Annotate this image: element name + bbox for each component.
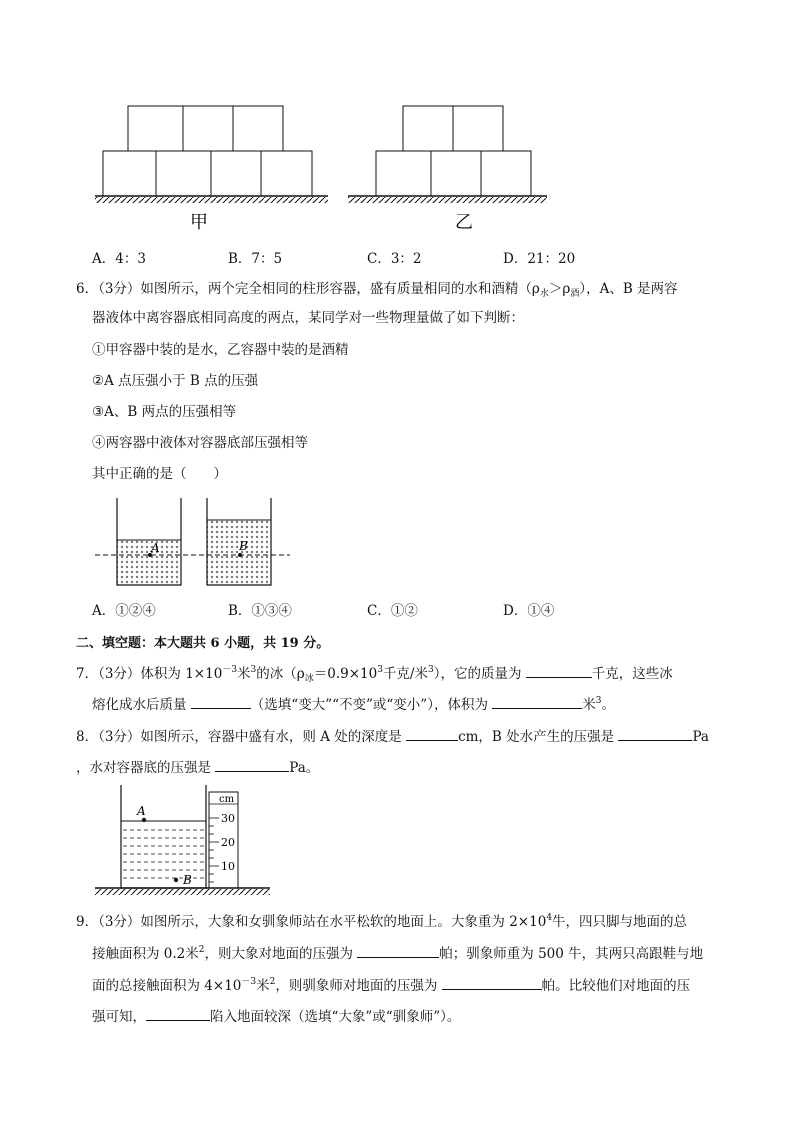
q7-line-1: 7．（3分）体积为 $1\times 10^{-3}$米$^3$的冰（$\rho_冰=0.9\times 10^3$千克/米$^3$），它的质量为 千克，这些冰 [76, 665, 673, 684]
q5-option-d: D．21：20 [503, 251, 576, 267]
ruler-tick-10: 10 [221, 860, 235, 873]
q6-statement-3: ③A、B 两点的压强相等 [92, 404, 237, 420]
block [261, 151, 312, 196]
water-lines [123, 830, 204, 878]
q9-blank-trainer-pressure[interactable] [442, 975, 542, 990]
q8-blank-depth[interactable] [406, 726, 458, 741]
block [183, 106, 233, 151]
q6-line-1: 6．（3分）如图所示，两个完全相同的柱形容器，盛有质量相同的水和酒精$(\rho_水>\rho_酒)$，A、B 是两容 [76, 281, 678, 299]
containers-figure [0, 490, 320, 595]
block [481, 151, 531, 196]
q5-option-c: C．3：2 [367, 251, 422, 267]
q6-option-d: D．①④ [503, 603, 555, 619]
q6-statement-4: ④两容器中液体对容器底部压强相等 [92, 435, 308, 451]
q7-line-2: 熔化成水后质量 （选填“变大”“不变”或“变小”），体积为 米$^3$。 [92, 696, 615, 713]
block [233, 106, 283, 151]
q6-statement-2: ②A 点压强小于 B 点的压强 [92, 373, 259, 389]
ground-hatch [95, 889, 270, 895]
point-b-label: B [239, 539, 248, 553]
block [431, 151, 481, 196]
q9-line-2: 接触面积为 0.2米$^2$，则大象对地面的压强为 帕；驯象师重为 500 牛，其两只高跟鞋与地 [92, 945, 704, 962]
q7-blank-change[interactable] [191, 694, 251, 709]
label-yi: 乙 [455, 212, 473, 233]
q6-statement-1: ①甲容器中装的是水，乙容器中装的是酒精 [92, 342, 349, 358]
q9-blank-elephant-pressure[interactable] [357, 943, 439, 958]
point-a-label: A [137, 804, 146, 818]
block [156, 151, 211, 196]
ground-hatch-yi [348, 197, 547, 203]
point-b [238, 553, 242, 557]
blocks-figure [0, 0, 794, 240]
q8-line-2: ，水对容器底的压强是 Pa。 [76, 757, 319, 778]
q9-blank-deeper[interactable] [146, 1006, 210, 1021]
point-b [174, 878, 178, 882]
q8-blank-pressure-b[interactable] [618, 726, 692, 741]
q9-line-3: 面的总接触面积为 $4\times 10^{-3}$米$^2$，则驯象师对地面的压强为 帕。比较他们对地面的压 [92, 977, 691, 994]
q6-option-a: A．①②④ [92, 603, 156, 619]
q7-blank-volume[interactable] [492, 694, 582, 709]
block [403, 106, 453, 151]
point-b-label: B [183, 873, 192, 887]
block [376, 151, 431, 196]
water-container-figure [0, 780, 300, 905]
block [103, 151, 156, 196]
label-jia: 甲 [190, 212, 208, 233]
point-a-label: A [151, 541, 160, 555]
q6-option-c: C．①② [367, 603, 418, 619]
q8-blank-bottom-pressure[interactable] [215, 757, 289, 772]
block [453, 106, 503, 151]
q6-line-2: 器液体中离容器底相同高度的两点，某同学对一些物理量做了如下判断： [92, 310, 524, 326]
q5-option-b: B．7：5 [228, 251, 283, 267]
block [211, 151, 261, 196]
q9-line-4: 强可知， 陷入地面较深（选填“大象”或“驯象师”）。 [92, 1006, 460, 1027]
block-stack-yi [376, 106, 531, 196]
q7-blank-mass[interactable] [526, 663, 592, 678]
ground-hatch-jia [95, 197, 328, 203]
q9-line-1: 9．（3分）如图所示，大象和女驯象师站在水平松软的地面上。大象重为 $2\times 10^4$牛，四只脚与地面的总 [76, 913, 688, 930]
q6-question: 其中正确的是（ ） [92, 466, 227, 482]
block [128, 106, 183, 151]
ruler-unit: cm [219, 794, 235, 805]
q6-option-b: B．①③④ [228, 603, 292, 619]
ruler-tick-30: 30 [221, 812, 235, 825]
ruler-tick-20: 20 [221, 836, 235, 849]
section-2-title: 二、填空题：本大题共 6 小题，共 19 分。 [76, 636, 330, 651]
q5-option-a: A．4：3 [92, 251, 146, 267]
block-stack-jia [103, 106, 312, 196]
container [121, 785, 206, 888]
liquid-left [117, 540, 181, 585]
q8-line-1: 8．（3分）如图所示，容器中盛有水，则 A 处的深度是 cm，B 处水产生的压强是 Pa [76, 726, 709, 747]
point-a [142, 818, 146, 822]
